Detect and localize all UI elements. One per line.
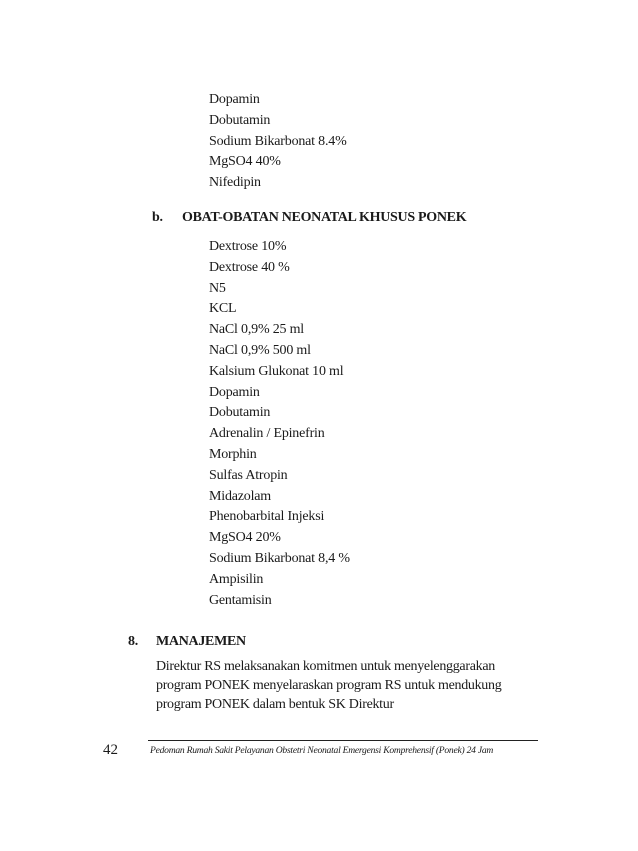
paragraph-line: program PONEK dalam bentuk SK Direktur [156,697,394,712]
list-item: KCL [209,301,237,317]
list-item: Kalsium Glukonat 10 ml [209,363,344,379]
continued-drug-list [209,90,347,194]
section-8-number: 8. [128,634,138,649]
section-8-title: MANAJEMEN [156,634,246,649]
list-item: Phenobarbital Injeksi [209,509,325,525]
list-item: NaCl 0,9% 500 ml [209,342,311,358]
paragraph-line: Direktur RS melaksanakan komitmen untuk menyelenggarakan [156,659,495,674]
section-b-marker: b. [152,210,163,225]
list-item: Dextrose 40 % [209,259,290,275]
list-item: Gentamisin [209,592,272,608]
list-item: Dopamin [209,384,260,400]
list-item: Dextrose 10% [209,239,287,254]
management-paragraph [156,657,539,714]
list-item: MgSO4 40% [209,154,281,170]
paragraph-line: program PONEK menyelaraskan program RS untuk mendukung [156,678,502,693]
list-item: Adrenalin / Epinefrin [209,426,325,442]
list-item: NaCl 0,9% 25 ml [209,322,304,338]
neonatal-drug-list [209,237,350,611]
list-item: Sulfas Atropin [209,467,288,483]
list-item: Morphin [209,446,257,462]
list-item: Sodium Bikarbonat 8.4% [209,133,347,149]
list-item: Ampisilin [209,571,264,587]
section-b-title: OBAT-OBATAN NEONATAL KHUSUS PONEK [182,210,467,225]
list-item: Dopamin [209,92,260,107]
list-item: Nifedipin [209,175,261,191]
list-item: N5 [209,280,226,296]
list-item: Dobutamin [209,112,271,128]
footer-text: Pedoman Rumah Sakit Pelayanan Obstetri Neonatal Emergensi Komprehensif (Ponek) 24 Jam [150,745,494,756]
footer-divider [148,740,538,741]
list-item: Dobutamin [209,405,271,421]
page-number: 42 [103,742,118,758]
list-item: Midazolam [209,488,271,504]
list-item: MgSO4 20% [209,530,281,546]
list-item: Sodium Bikarbonat 8,4 % [209,550,350,566]
